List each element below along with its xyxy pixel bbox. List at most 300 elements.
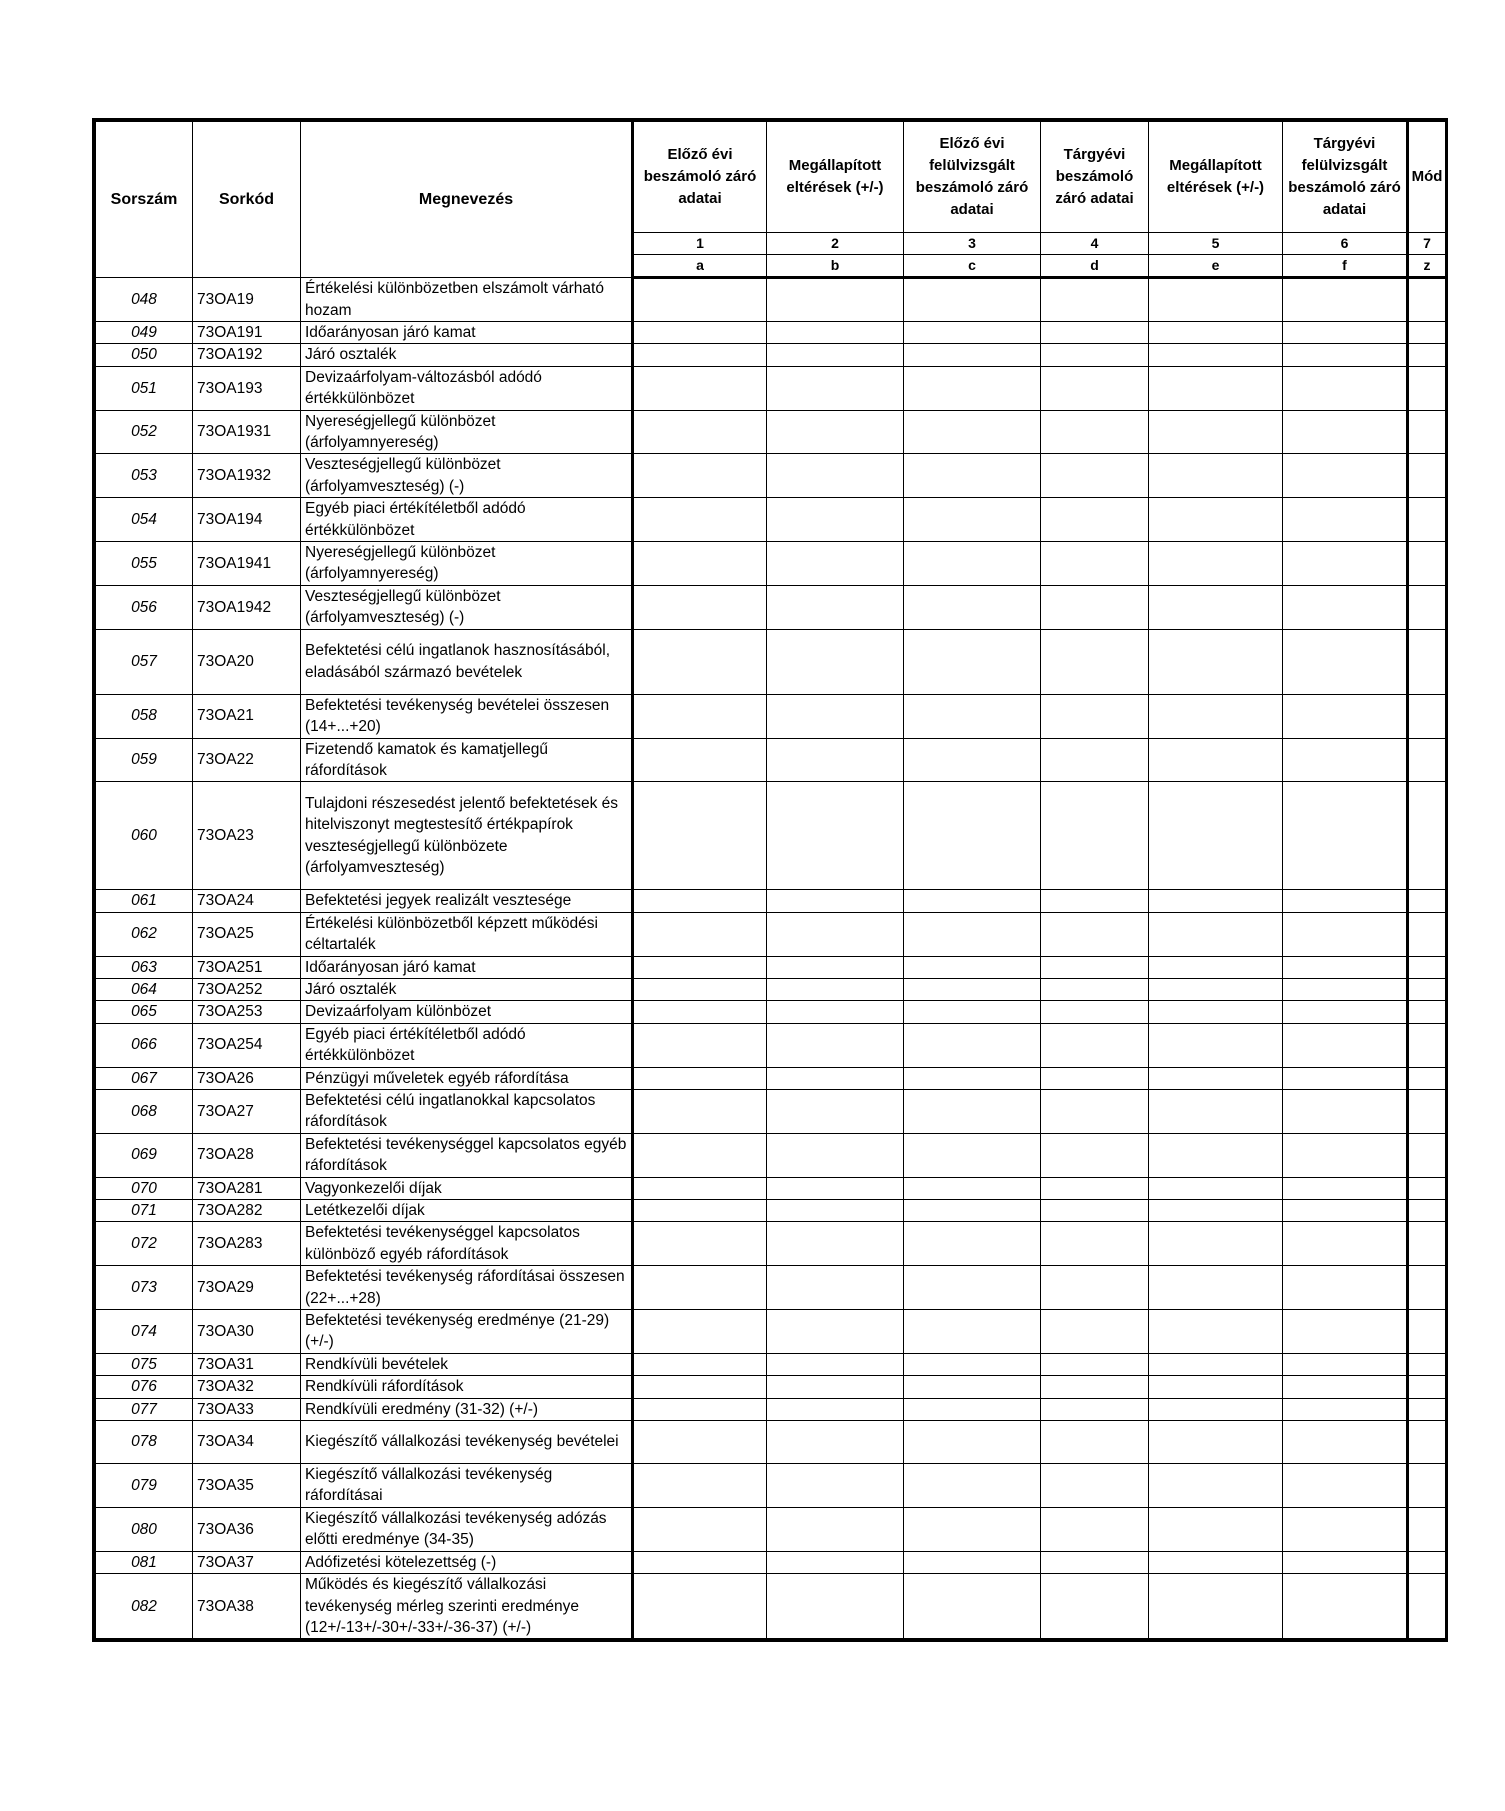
data-cell-col-6[interactable]: [1283, 1353, 1408, 1375]
data-cell-col-7[interactable]: [1408, 278, 1446, 322]
data-cell-col-7[interactable]: [1408, 1421, 1446, 1464]
data-cell-col-3[interactable]: [904, 278, 1041, 322]
data-cell-col-2[interactable]: [767, 1421, 904, 1464]
data-cell-col-5[interactable]: [1149, 1133, 1283, 1177]
data-cell-col-1[interactable]: [633, 1551, 767, 1573]
table-row: [96, 1266, 1446, 1310]
data-cell-col-3[interactable]: [904, 1089, 1041, 1133]
data-cell-col-6[interactable]: [1283, 890, 1408, 912]
data-cell-col-7[interactable]: [1408, 1023, 1446, 1067]
row-sorkod: 73OA1932: [193, 454, 301, 498]
data-cell-col-4[interactable]: [1041, 782, 1149, 890]
data-cell-col-1[interactable]: [633, 1376, 767, 1398]
data-cell-col-2[interactable]: [767, 1574, 904, 1639]
data-cell-col-1[interactable]: [633, 1507, 767, 1551]
data-cell-col-6[interactable]: [1283, 978, 1408, 1000]
data-cell-col-5[interactable]: [1149, 1353, 1283, 1375]
data-cell-col-3[interactable]: [904, 956, 1041, 978]
data-cell-col-1[interactable]: [633, 1574, 767, 1639]
data-cell-col-2[interactable]: [767, 1507, 904, 1551]
data-cell-col-4[interactable]: [1041, 956, 1149, 978]
data-cell-col-6[interactable]: [1283, 344, 1408, 366]
data-cell-col-4[interactable]: [1041, 585, 1149, 629]
data-cell-col-3[interactable]: [904, 1376, 1041, 1398]
data-cell-col-5[interactable]: [1149, 1398, 1283, 1420]
data-cell-col-1[interactable]: [633, 1023, 767, 1067]
data-cell-col-7[interactable]: [1408, 1200, 1446, 1222]
data-cell-col-3[interactable]: [904, 629, 1041, 694]
row-sorkod: 73OA37: [193, 1551, 301, 1573]
data-cell-col-2[interactable]: [767, 542, 904, 586]
data-cell-col-5[interactable]: [1149, 1310, 1283, 1354]
data-cell-col-7[interactable]: [1408, 1067, 1446, 1089]
row-sorkod: 73OA282: [193, 1200, 301, 1222]
data-cell-col-5[interactable]: [1149, 366, 1283, 410]
data-cell-col-1[interactable]: [633, 278, 767, 322]
data-cell-col-3[interactable]: [904, 1200, 1041, 1222]
data-cell-col-6[interactable]: [1283, 1464, 1408, 1508]
data-cell-col-4[interactable]: [1041, 912, 1149, 956]
data-cell-col-6[interactable]: [1283, 1266, 1408, 1310]
data-cell-col-4[interactable]: [1041, 410, 1149, 454]
data-cell-col-5[interactable]: [1149, 956, 1283, 978]
data-cell-col-6[interactable]: [1283, 738, 1408, 782]
data-cell-col-5[interactable]: [1149, 278, 1283, 322]
row-sorszam: 070: [96, 1177, 193, 1199]
data-cell-col-6[interactable]: [1283, 498, 1408, 542]
row-sorkod: 73OA19: [193, 278, 301, 322]
data-cell-col-5[interactable]: [1149, 738, 1283, 782]
data-cell-col-4[interactable]: [1041, 498, 1149, 542]
table-row: [96, 629, 1446, 694]
data-cell-col-2[interactable]: [767, 1353, 904, 1375]
data-cell-col-7[interactable]: [1408, 1177, 1446, 1199]
data-cell-col-7[interactable]: [1408, 1464, 1446, 1508]
table-row: [96, 454, 1446, 498]
data-cell-col-3[interactable]: [904, 890, 1041, 912]
data-cell-col-5[interactable]: [1149, 322, 1283, 344]
data-cell-col-1[interactable]: [633, 738, 767, 782]
data-cell-col-1[interactable]: [633, 694, 767, 738]
data-cell-col-5[interactable]: [1149, 1507, 1283, 1551]
data-cell-col-2[interactable]: [767, 629, 904, 694]
row-sorszam: 052: [96, 410, 193, 454]
row-sorszam: 067: [96, 1067, 193, 1089]
data-cell-col-3[interactable]: [904, 1398, 1041, 1420]
data-cell-col-7[interactable]: [1408, 629, 1446, 694]
data-cell-col-3[interactable]: [904, 1067, 1041, 1089]
data-cell-col-7[interactable]: [1408, 1507, 1446, 1551]
data-cell-col-5[interactable]: [1149, 1551, 1283, 1573]
data-cell-col-3[interactable]: [904, 1464, 1041, 1508]
data-cell-col-7[interactable]: [1408, 454, 1446, 498]
data-cell-col-2[interactable]: [767, 1177, 904, 1199]
data-cell-col-3[interactable]: [904, 1551, 1041, 1573]
data-cell-col-3[interactable]: [904, 1222, 1041, 1266]
data-cell-col-3[interactable]: [904, 1507, 1041, 1551]
data-cell-col-1[interactable]: [633, 322, 767, 344]
header-letter-c: c: [904, 255, 1041, 278]
data-cell-col-2[interactable]: [767, 454, 904, 498]
report-table-frame: [92, 118, 1448, 1642]
data-cell-col-3[interactable]: [904, 978, 1041, 1000]
row-megnevezes: Időarányosan járó kamat: [301, 956, 633, 978]
data-cell-col-5[interactable]: [1149, 1089, 1283, 1133]
data-cell-col-3[interactable]: [904, 1001, 1041, 1023]
data-cell-col-5[interactable]: [1149, 629, 1283, 694]
table-row: [96, 1551, 1446, 1573]
data-cell-col-4[interactable]: [1041, 1266, 1149, 1310]
data-cell-col-2[interactable]: [767, 738, 904, 782]
data-cell-col-4[interactable]: [1041, 1133, 1149, 1177]
data-cell-col-3[interactable]: [904, 694, 1041, 738]
data-cell-col-7[interactable]: [1408, 1001, 1446, 1023]
data-cell-col-5[interactable]: [1149, 1067, 1283, 1089]
data-cell-col-1[interactable]: [633, 1200, 767, 1222]
data-cell-col-1[interactable]: [633, 366, 767, 410]
table-row: [96, 498, 1446, 542]
data-cell-col-2[interactable]: [767, 1133, 904, 1177]
data-cell-col-2[interactable]: [767, 1001, 904, 1023]
data-cell-col-6[interactable]: [1283, 366, 1408, 410]
row-sorkod: 73OA281: [193, 1177, 301, 1199]
data-cell-col-4[interactable]: [1041, 344, 1149, 366]
data-cell-col-4[interactable]: [1041, 1551, 1149, 1573]
data-cell-col-4[interactable]: [1041, 1200, 1149, 1222]
data-cell-col-2[interactable]: [767, 1200, 904, 1222]
table-row: [96, 956, 1446, 978]
data-cell-col-4[interactable]: [1041, 694, 1149, 738]
data-cell-col-2[interactable]: [767, 344, 904, 366]
table-row: [96, 1222, 1446, 1266]
row-megnevezes: Tulajdoni részesedést jelentő befektetések és hitelviszonyt megtestesítő értékpapírok veszteségjellegű különbözete (árfolyamveszteség): [301, 782, 633, 890]
data-cell-col-5[interactable]: [1149, 912, 1283, 956]
data-cell-col-2[interactable]: [767, 1376, 904, 1398]
data-cell-col-6[interactable]: [1283, 1222, 1408, 1266]
data-cell-col-2[interactable]: [767, 1266, 904, 1310]
data-cell-col-7[interactable]: [1408, 585, 1446, 629]
data-cell-col-6[interactable]: [1283, 1067, 1408, 1089]
data-cell-col-5[interactable]: [1149, 1200, 1283, 1222]
data-cell-col-3[interactable]: [904, 782, 1041, 890]
row-sorkod: 73OA1942: [193, 585, 301, 629]
data-cell-col-6[interactable]: [1283, 1089, 1408, 1133]
row-sorkod: 73OA1941: [193, 542, 301, 586]
data-cell-col-6[interactable]: [1283, 1574, 1408, 1639]
data-cell-col-5[interactable]: [1149, 585, 1283, 629]
data-cell-col-4[interactable]: [1041, 978, 1149, 1000]
data-cell-col-4[interactable]: [1041, 1310, 1149, 1354]
row-megnevezes: Devizaárfolyam különbözet: [301, 1001, 633, 1023]
header-letter-f: f: [1283, 255, 1408, 278]
data-cell-col-1[interactable]: [633, 344, 767, 366]
data-cell-col-1[interactable]: [633, 629, 767, 694]
row-sorkod: 73OA32: [193, 1376, 301, 1398]
data-cell-col-1[interactable]: [633, 1464, 767, 1508]
data-cell-col-7[interactable]: [1408, 1089, 1446, 1133]
data-cell-col-3[interactable]: [904, 738, 1041, 782]
row-megnevezes: Kiegészítő vállalkozási tevékenység ráfordításai: [301, 1464, 633, 1508]
data-cell-col-6[interactable]: [1283, 1001, 1408, 1023]
data-cell-col-7[interactable]: [1408, 1574, 1446, 1639]
data-cell-col-1[interactable]: [633, 1177, 767, 1199]
data-cell-col-4[interactable]: [1041, 454, 1149, 498]
data-cell-col-7[interactable]: [1408, 782, 1446, 890]
data-cell-col-1[interactable]: [633, 912, 767, 956]
row-sorkod: 73OA26: [193, 1067, 301, 1089]
data-cell-col-1[interactable]: [633, 1421, 767, 1464]
data-cell-col-1[interactable]: [633, 542, 767, 586]
data-cell-col-2[interactable]: [767, 782, 904, 890]
row-sorkod: 73OA252: [193, 978, 301, 1000]
data-cell-col-6[interactable]: [1283, 278, 1408, 322]
data-cell-col-6[interactable]: [1283, 1507, 1408, 1551]
data-cell-col-1[interactable]: [633, 956, 767, 978]
data-cell-col-7[interactable]: [1408, 956, 1446, 978]
data-cell-col-2[interactable]: [767, 1089, 904, 1133]
data-cell-col-1[interactable]: [633, 1001, 767, 1023]
data-cell-col-5[interactable]: [1149, 454, 1283, 498]
header-letter-a: a: [633, 255, 767, 278]
data-cell-col-5[interactable]: [1149, 1266, 1283, 1310]
data-cell-col-2[interactable]: [767, 1398, 904, 1420]
data-cell-col-4[interactable]: [1041, 1376, 1149, 1398]
data-cell-col-6[interactable]: [1283, 629, 1408, 694]
data-cell-col-7[interactable]: [1408, 1353, 1446, 1375]
row-megnevezes: Befektetési célú ingatlanokkal kapcsolatos ráfordítások: [301, 1089, 633, 1133]
data-cell-col-6[interactable]: [1283, 585, 1408, 629]
data-cell-col-5[interactable]: [1149, 1421, 1283, 1464]
data-cell-col-7[interactable]: [1408, 542, 1446, 586]
data-cell-col-2[interactable]: [767, 1023, 904, 1067]
data-cell-col-2[interactable]: [767, 1067, 904, 1089]
data-cell-col-5[interactable]: [1149, 344, 1283, 366]
data-cell-col-1[interactable]: [633, 454, 767, 498]
data-cell-col-6[interactable]: [1283, 912, 1408, 956]
data-cell-col-1[interactable]: [633, 585, 767, 629]
header-sorszam: Sorszám: [96, 122, 193, 278]
data-cell-col-3[interactable]: [904, 1421, 1041, 1464]
data-cell-col-5[interactable]: [1149, 978, 1283, 1000]
data-cell-col-3[interactable]: [904, 344, 1041, 366]
data-cell-col-2[interactable]: [767, 978, 904, 1000]
data-cell-col-6[interactable]: [1283, 1200, 1408, 1222]
table-row: [96, 890, 1446, 912]
row-megnevezes: Járó osztalék: [301, 344, 633, 366]
data-cell-col-6[interactable]: [1283, 1551, 1408, 1573]
data-cell-col-2[interactable]: [767, 498, 904, 542]
data-cell-col-7[interactable]: [1408, 694, 1446, 738]
table-row: [96, 1398, 1446, 1420]
row-sorkod: 73OA33: [193, 1398, 301, 1420]
header-col-4: Tárgyévi beszámoló záró adatai: [1041, 122, 1149, 233]
table-row: [96, 344, 1446, 366]
data-cell-col-2[interactable]: [767, 694, 904, 738]
data-cell-col-1[interactable]: [633, 1398, 767, 1420]
table-row: [96, 1574, 1446, 1639]
row-megnevezes: Egyéb piaci értékítéletből adódó értékkülönbözet: [301, 1023, 633, 1067]
data-cell-col-4[interactable]: [1041, 1464, 1149, 1508]
data-cell-col-3[interactable]: [904, 542, 1041, 586]
data-cell-col-4[interactable]: [1041, 738, 1149, 782]
data-cell-col-5[interactable]: [1149, 1222, 1283, 1266]
row-sorszam: 076: [96, 1376, 193, 1398]
data-cell-col-5[interactable]: [1149, 890, 1283, 912]
data-cell-col-5[interactable]: [1149, 1177, 1283, 1199]
header-col-2: Megállapított eltérések (+/-): [767, 122, 904, 233]
data-cell-col-7[interactable]: [1408, 1222, 1446, 1266]
data-cell-col-1[interactable]: [633, 1089, 767, 1133]
data-cell-col-2[interactable]: [767, 1310, 904, 1354]
data-cell-col-4[interactable]: [1041, 629, 1149, 694]
data-cell-col-1[interactable]: [633, 1133, 767, 1177]
row-sorszam: 065: [96, 1001, 193, 1023]
data-cell-col-6[interactable]: [1283, 782, 1408, 890]
data-cell-col-2[interactable]: [767, 410, 904, 454]
data-cell-col-4[interactable]: [1041, 1023, 1149, 1067]
data-cell-col-4[interactable]: [1041, 1421, 1149, 1464]
data-cell-col-3[interactable]: [904, 1266, 1041, 1310]
data-cell-col-2[interactable]: [767, 1222, 904, 1266]
table-row: [96, 410, 1446, 454]
data-cell-col-7[interactable]: [1408, 1376, 1446, 1398]
data-cell-col-2[interactable]: [767, 912, 904, 956]
data-cell-col-5[interactable]: [1149, 1376, 1283, 1398]
data-cell-col-1[interactable]: [633, 1310, 767, 1354]
data-cell-col-4[interactable]: [1041, 890, 1149, 912]
data-cell-col-7[interactable]: [1408, 366, 1446, 410]
data-cell-col-3[interactable]: [904, 1023, 1041, 1067]
data-cell-col-5[interactable]: [1149, 1574, 1283, 1639]
data-cell-col-7[interactable]: [1408, 1133, 1446, 1177]
data-cell-col-3[interactable]: [904, 366, 1041, 410]
data-cell-col-4[interactable]: [1041, 1353, 1149, 1375]
data-cell-col-4[interactable]: [1041, 1177, 1149, 1199]
data-cell-col-6[interactable]: [1283, 1421, 1408, 1464]
data-cell-col-5[interactable]: [1149, 1464, 1283, 1508]
data-cell-col-6[interactable]: [1283, 410, 1408, 454]
data-cell-col-3[interactable]: [904, 322, 1041, 344]
data-cell-col-2[interactable]: [767, 322, 904, 344]
data-cell-col-3[interactable]: [904, 912, 1041, 956]
data-cell-col-3[interactable]: [904, 498, 1041, 542]
data-cell-col-4[interactable]: [1041, 278, 1149, 322]
data-cell-col-6[interactable]: [1283, 694, 1408, 738]
data-cell-col-3[interactable]: [904, 454, 1041, 498]
row-sorkod: 73OA251: [193, 956, 301, 978]
data-cell-col-7[interactable]: [1408, 912, 1446, 956]
data-cell-col-3[interactable]: [904, 1574, 1041, 1639]
data-cell-col-6[interactable]: [1283, 1177, 1408, 1199]
data-cell-col-5[interactable]: [1149, 1023, 1283, 1067]
data-cell-col-2[interactable]: [767, 278, 904, 322]
data-cell-col-4[interactable]: [1041, 542, 1149, 586]
data-cell-col-3[interactable]: [904, 1310, 1041, 1354]
data-cell-col-1[interactable]: [633, 1222, 767, 1266]
data-cell-col-6[interactable]: [1283, 1133, 1408, 1177]
data-cell-col-2[interactable]: [767, 890, 904, 912]
data-cell-col-7[interactable]: [1408, 1398, 1446, 1420]
row-megnevezes: Veszteségjellegű különbözet (árfolyamveszteség) (-): [301, 585, 633, 629]
data-cell-col-5[interactable]: [1149, 782, 1283, 890]
data-cell-col-7[interactable]: [1408, 410, 1446, 454]
data-cell-col-3[interactable]: [904, 1133, 1041, 1177]
data-cell-col-7[interactable]: [1408, 1551, 1446, 1573]
data-cell-col-4[interactable]: [1041, 1574, 1149, 1639]
row-sorszam: 074: [96, 1310, 193, 1354]
row-megnevezes: Nyereségjellegű különbözet (árfolyamnyereség): [301, 542, 633, 586]
data-cell-col-6[interactable]: [1283, 542, 1408, 586]
data-cell-col-7[interactable]: [1408, 1266, 1446, 1310]
data-cell-col-5[interactable]: [1149, 542, 1283, 586]
data-cell-col-2[interactable]: [767, 956, 904, 978]
data-cell-col-1[interactable]: [633, 782, 767, 890]
data-cell-col-4[interactable]: [1041, 322, 1149, 344]
data-cell-col-7[interactable]: [1408, 890, 1446, 912]
data-cell-col-1[interactable]: [633, 1266, 767, 1310]
data-cell-col-4[interactable]: [1041, 1398, 1149, 1420]
data-cell-col-5[interactable]: [1149, 694, 1283, 738]
data-cell-col-3[interactable]: [904, 1353, 1041, 1375]
data-cell-col-7[interactable]: [1408, 1310, 1446, 1354]
data-cell-col-1[interactable]: [633, 410, 767, 454]
data-cell-col-4[interactable]: [1041, 1507, 1149, 1551]
data-cell-col-4[interactable]: [1041, 1067, 1149, 1089]
row-sorszam: 054: [96, 498, 193, 542]
data-cell-col-6[interactable]: [1283, 322, 1408, 344]
data-cell-col-2[interactable]: [767, 585, 904, 629]
data-cell-col-1[interactable]: [633, 978, 767, 1000]
data-cell-col-5[interactable]: [1149, 498, 1283, 542]
data-cell-col-1[interactable]: [633, 498, 767, 542]
data-cell-col-1[interactable]: [633, 1067, 767, 1089]
row-sorkod: 73OA191: [193, 322, 301, 344]
data-cell-col-1[interactable]: [633, 890, 767, 912]
row-sorkod: 73OA36: [193, 1507, 301, 1551]
data-cell-col-7[interactable]: [1408, 322, 1446, 344]
data-cell-col-4[interactable]: [1041, 1222, 1149, 1266]
data-cell-col-6[interactable]: [1283, 1376, 1408, 1398]
data-cell-col-5[interactable]: [1149, 1001, 1283, 1023]
data-cell-col-2[interactable]: [767, 1464, 904, 1508]
data-cell-col-1[interactable]: [633, 1353, 767, 1375]
data-cell-col-7[interactable]: [1408, 738, 1446, 782]
table-row: [96, 1376, 1446, 1398]
data-cell-col-7[interactable]: [1408, 344, 1446, 366]
data-cell-col-5[interactable]: [1149, 410, 1283, 454]
data-cell-col-2[interactable]: [767, 1551, 904, 1573]
data-cell-col-4[interactable]: [1041, 1001, 1149, 1023]
data-cell-col-3[interactable]: [904, 1177, 1041, 1199]
row-megnevezes: Vagyonkezelői díjak: [301, 1177, 633, 1199]
data-cell-col-6[interactable]: [1283, 1398, 1408, 1420]
data-cell-col-7[interactable]: [1408, 498, 1446, 542]
data-cell-col-6[interactable]: [1283, 1023, 1408, 1067]
row-megnevezes: Kiegészítő vállalkozási tevékenység adózás előtti eredménye (34-35): [301, 1507, 633, 1551]
data-cell-col-2[interactable]: [767, 366, 904, 410]
row-sorszam: 079: [96, 1464, 193, 1508]
data-cell-col-3[interactable]: [904, 585, 1041, 629]
header-megnevezes: Megnevezés: [301, 122, 633, 278]
data-cell-col-4[interactable]: [1041, 366, 1149, 410]
row-megnevezes: Pénzügyi műveletek egyéb ráfordítása: [301, 1067, 633, 1089]
data-cell-col-6[interactable]: [1283, 454, 1408, 498]
data-cell-col-6[interactable]: [1283, 1310, 1408, 1354]
data-cell-col-4[interactable]: [1041, 1089, 1149, 1133]
data-cell-col-7[interactable]: [1408, 978, 1446, 1000]
data-cell-col-6[interactable]: [1283, 956, 1408, 978]
data-cell-col-3[interactable]: [904, 410, 1041, 454]
